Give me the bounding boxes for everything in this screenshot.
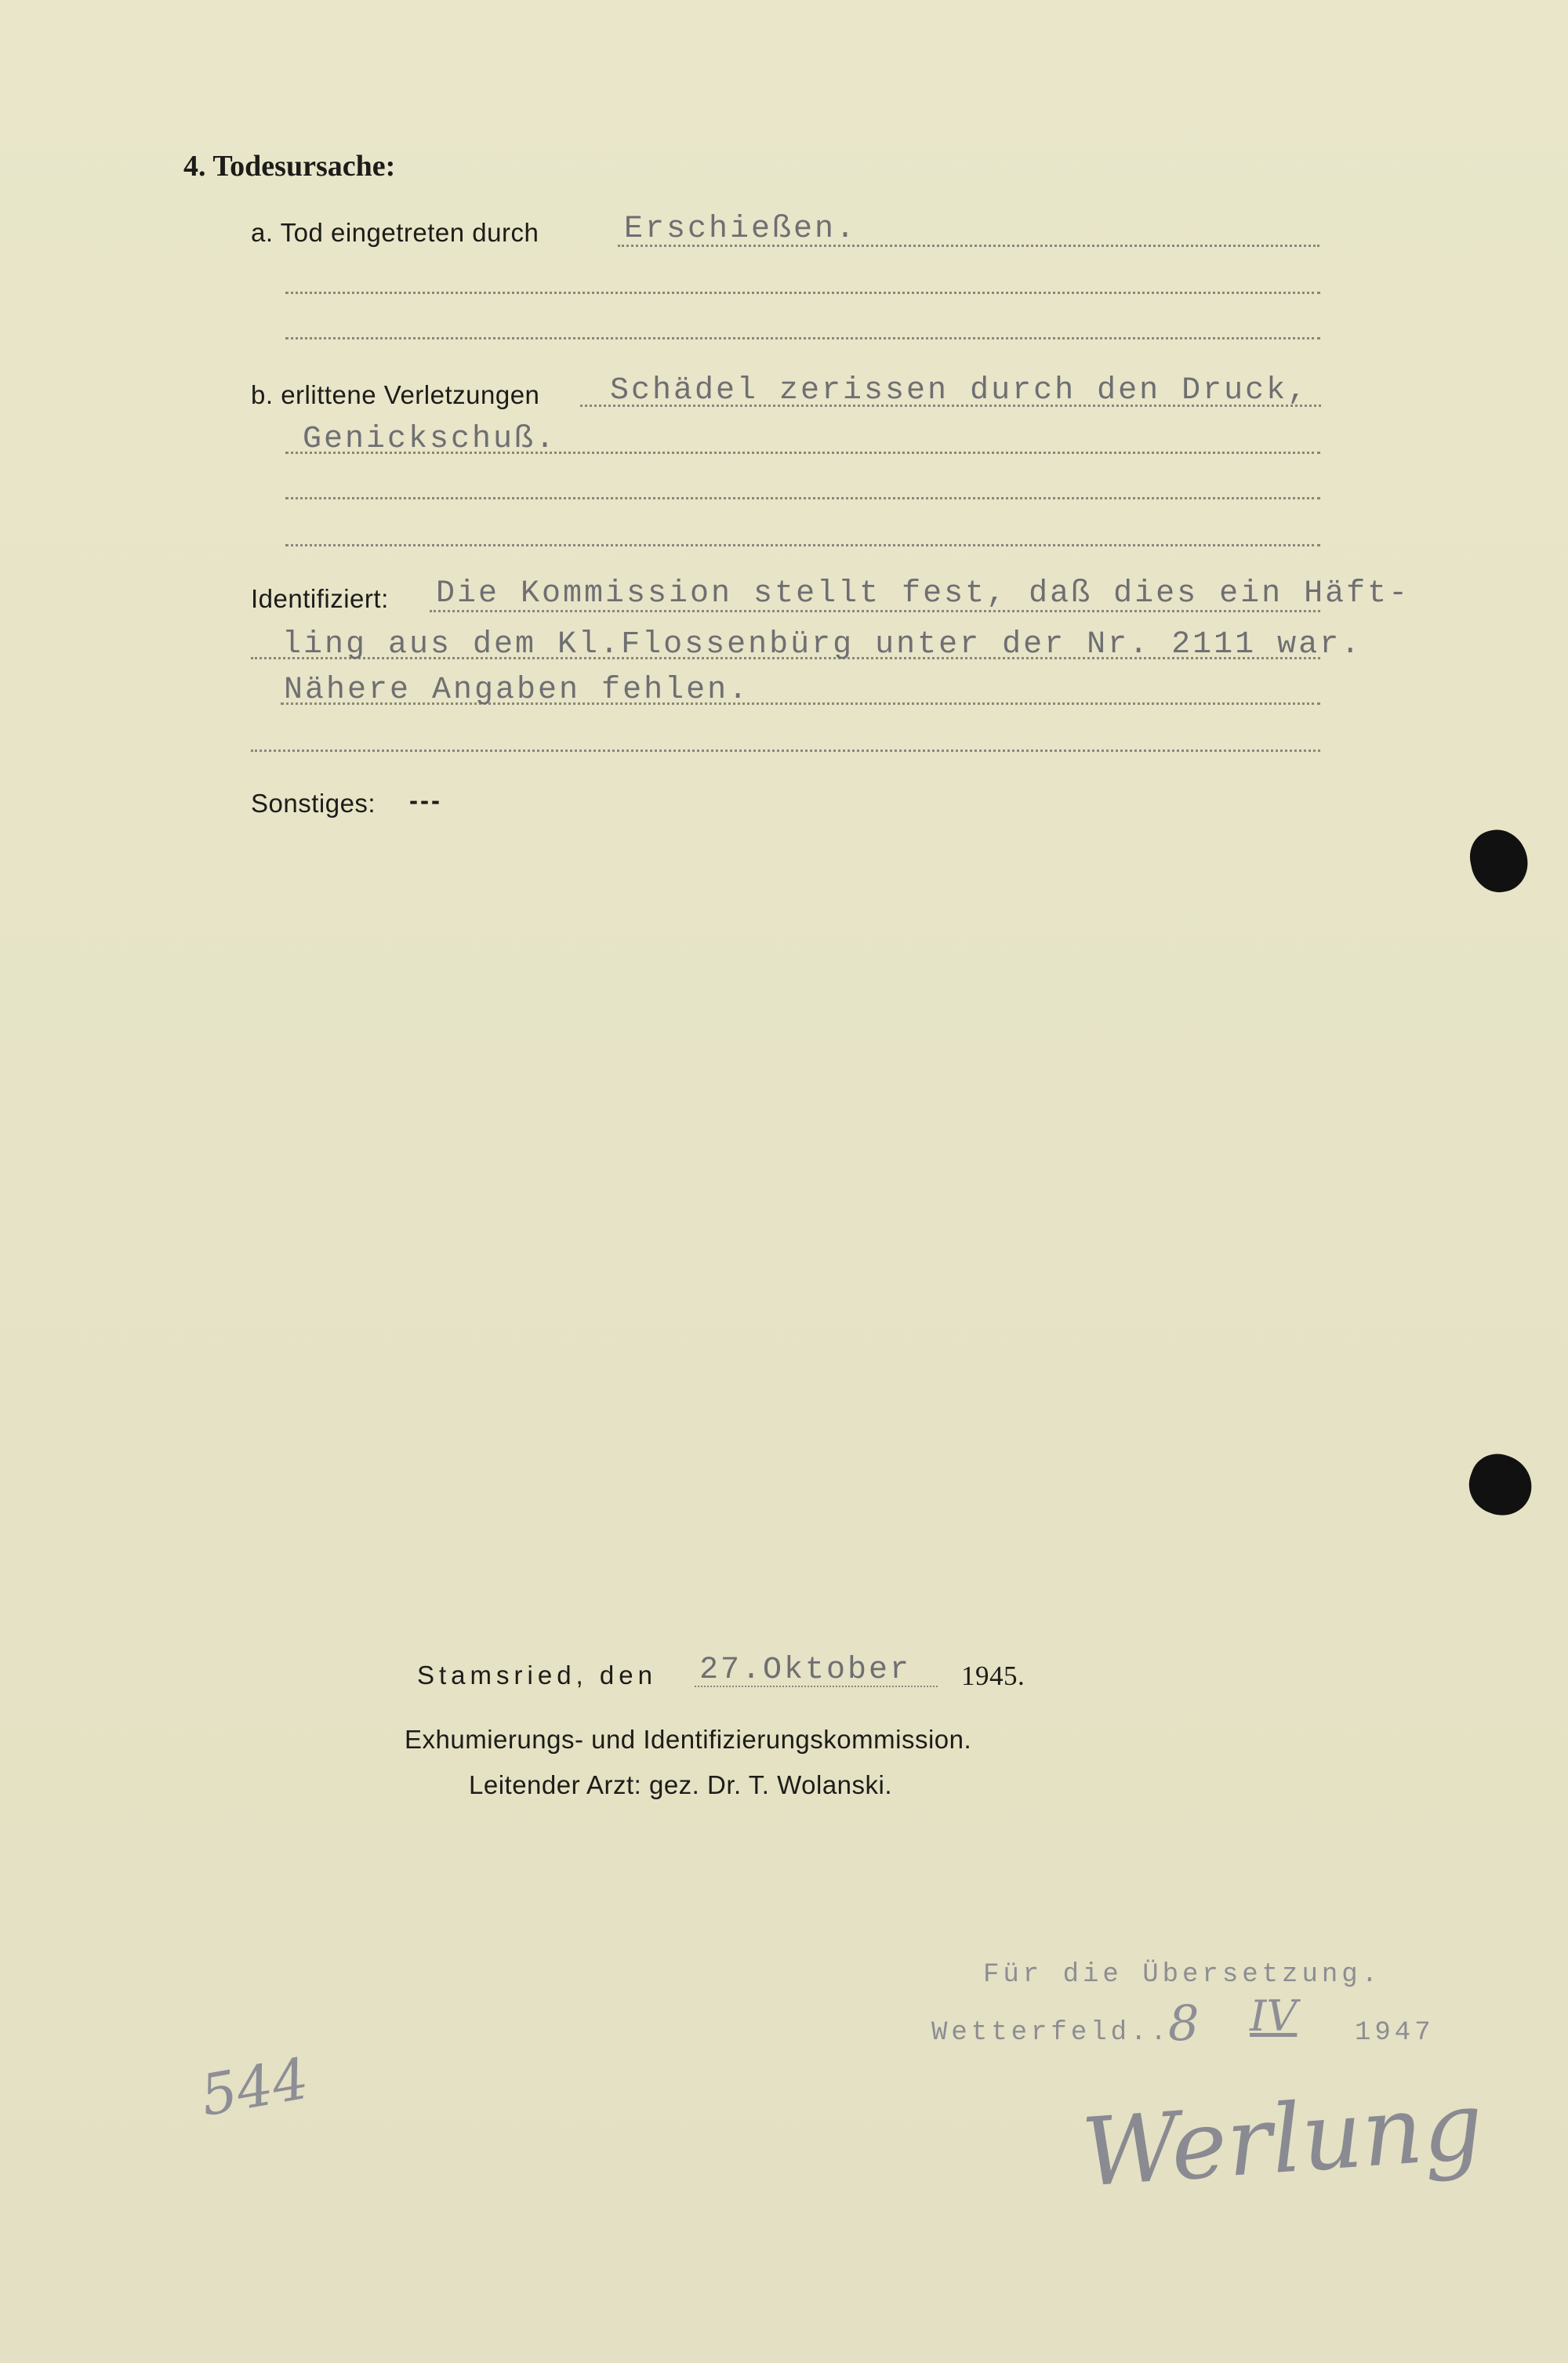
cause-a-value: Erschießen. — [624, 212, 858, 247]
dotted-line — [285, 337, 1320, 339]
dotted-line — [251, 750, 1320, 752]
other-value: --- — [409, 786, 442, 815]
punch-hole — [1465, 824, 1533, 897]
dotted-line — [285, 292, 1320, 294]
date-year: 1945. — [961, 1661, 1025, 1691]
translation-stamp-year: 1947 — [1355, 2018, 1435, 2048]
cause-b-label: b. erlittene Verletzungen — [251, 380, 540, 409]
identification-label: Identifiziert: — [251, 584, 389, 613]
translator-signature: Werlung — [1078, 2071, 1486, 2209]
dotted-line — [285, 497, 1320, 499]
place-prefix: Stamsried, den — [417, 1661, 657, 1690]
translation-stamp-line1: Für die Übersetzung. — [983, 1960, 1382, 1990]
stamp-day-handwritten: 8 — [1168, 1995, 1200, 2052]
date-typed: 27.Oktober — [699, 1653, 912, 1688]
other-label: Sonstiges: — [251, 789, 376, 818]
doctor-signature-line: Leitender Arzt: gez. Dr. T. Wolanski. — [469, 1770, 893, 1799]
translation-stamp-place: Wetterfeld.. — [931, 2018, 1171, 2048]
identification-line1: Die Kommission stellt fest, daß dies ein Häft- — [436, 576, 1410, 612]
cause-b-value-line2: Genickschuß. — [303, 422, 557, 457]
identification-line2: ling aus dem Kl.Flossenbürg unter der Nr. 2111 war. — [282, 627, 1363, 662]
cause-a-label: a. Tod eingetreten durch — [251, 218, 539, 247]
punch-hole — [1461, 1446, 1540, 1524]
identification-line3: Nähere Angaben fehlen. — [284, 673, 750, 708]
commission-name: Exhumierungs- und Identifizierungskommission. — [405, 1725, 972, 1754]
page-number-handwritten: 544 — [195, 2045, 314, 2129]
section-title: 4. Todesursache: — [183, 150, 396, 183]
stamp-month-handwritten: IV — [1250, 1991, 1298, 2041]
dotted-line — [285, 544, 1320, 546]
cause-b-value-line1: Schädel zerissen durch den Druck, — [610, 373, 1309, 408]
